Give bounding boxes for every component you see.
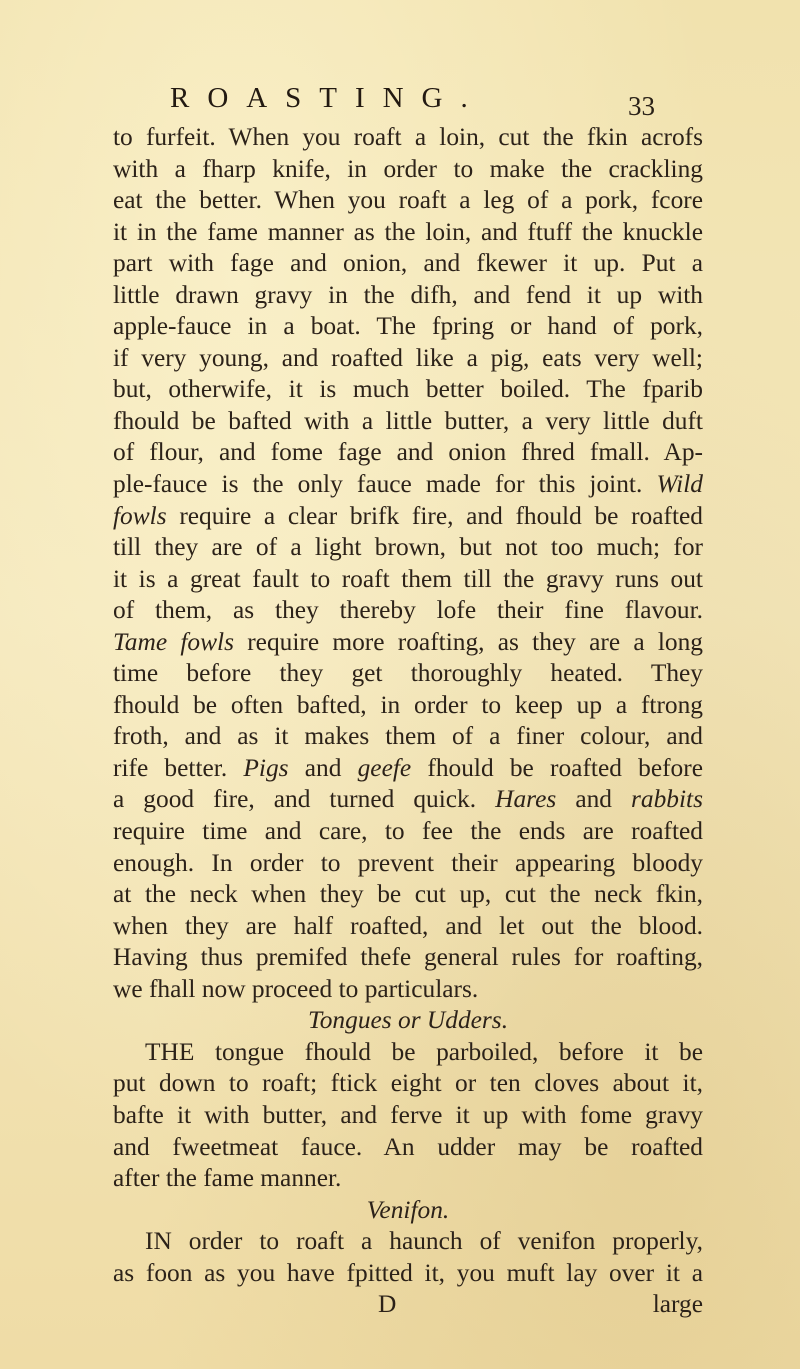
text-line: it is a great fault to roaft them till the gravy runs out [113,564,703,593]
text-line: but, otherwife, it is much better boiled. The fparib [113,375,703,404]
text-line: IN order to roaft a haunch of venifon properly, [145,1227,703,1256]
text-line: after the fame manner. [113,1164,342,1193]
text-line: fhould be often bafted, in order to keep up a ftrong [113,690,703,719]
page-footer [113,1289,703,1321]
body-text [113,122,703,1321]
text-line: and fweetmeat fauce. An udder may be roafted [113,1132,703,1161]
text-run: a good fire, and turned quick. [113,785,477,814]
text-line [113,469,703,501]
text-line [113,627,703,659]
section-heading-venison: Venifon. [366,1195,450,1224]
page-number: 33 [628,91,655,121]
text-run: and [575,785,612,814]
text-line: to furfeit. When you roaft a loin, cut the fkin acrofs [113,123,703,151]
text-run: rife better. [113,753,228,782]
geese-label: geefe [357,753,412,782]
text-line: THE tongue fhould be parboiled, before it be [145,1037,703,1066]
text-line: fhould be bafted with a little butter, a very little duft [113,406,703,435]
text-run: require more roafting, as they are a long [247,627,703,656]
signature-mark: D [378,1290,397,1319]
text-line: enough. In order to prevent their appearing bloody [113,848,703,877]
text-line: froth, and as it makes them of a finer colour, and [113,722,703,751]
text-line: Having thus premifed thefe general rules for roafting, [113,943,703,972]
text-line: till they are of a light brown, but not too much; for [113,533,703,562]
text-line: we fhall now proceed to particulars. [113,974,479,1003]
pigs-label: Pigs [243,753,289,782]
text-line [113,753,703,785]
section-heading-tongues: Tongues or Udders. [307,1006,509,1035]
text-run: require a clear brifk fire, and fhould be roafted [179,501,703,530]
text-run: fhould be roafted before [427,753,703,782]
text-line [113,501,703,533]
rabbits-label: rabbits [631,785,703,814]
text-line: with a fharp knife, in order to make the crackling [113,154,703,183]
text-line: time before they get thoroughly heated. They [113,659,703,688]
text-line: when they are half roafted, and let out the blood. [113,911,703,940]
text-line: part with fage and onion, and fkewer it up. Put a [113,249,703,278]
running-head: ROASTING. [170,82,486,114]
text-run: and [304,753,342,782]
text-line: apple-fauce in a boat. The fpring or hand of pork, [113,312,703,341]
wild-label: Wild [656,470,703,499]
hares-label: Hares [495,785,557,814]
text-line: little drawn gravy in the difh, and fend it up with [113,280,703,309]
catchword: large [652,1290,703,1319]
text-line: at the neck when they be cut up, cut the neck fkin, [113,880,703,909]
text-line: if very young, and roafted like a pig, eats very well; [113,343,703,372]
text-line: as foon as you have fpitted it, you muft lay over it a [113,1258,703,1287]
tame-fowls-label: Tame fowls [113,627,234,656]
text-run: ple-fauce is the only fauce made for this joint. [113,470,643,499]
text-line: put down to roaft; ftick eight or ten cloves about it, [113,1069,703,1098]
text-line [113,784,703,816]
text-line: eat the better. When you roaft a leg of a pork, fcore [113,186,703,215]
text-line: of them, as they thereby lofe their fine flavour. [113,596,703,625]
fowls-label: fowls [113,501,167,530]
text-line: it in the fame manner as the loin, and ftuff the knuckle [113,217,703,246]
text-line: require time and care, to fee the ends are roafted [113,817,703,846]
text-line: of flour, and fome fage and onion fhred fmall. Ap- [113,438,703,467]
text-line: bafte it with butter, and ferve it up with fome gravy [113,1100,703,1129]
